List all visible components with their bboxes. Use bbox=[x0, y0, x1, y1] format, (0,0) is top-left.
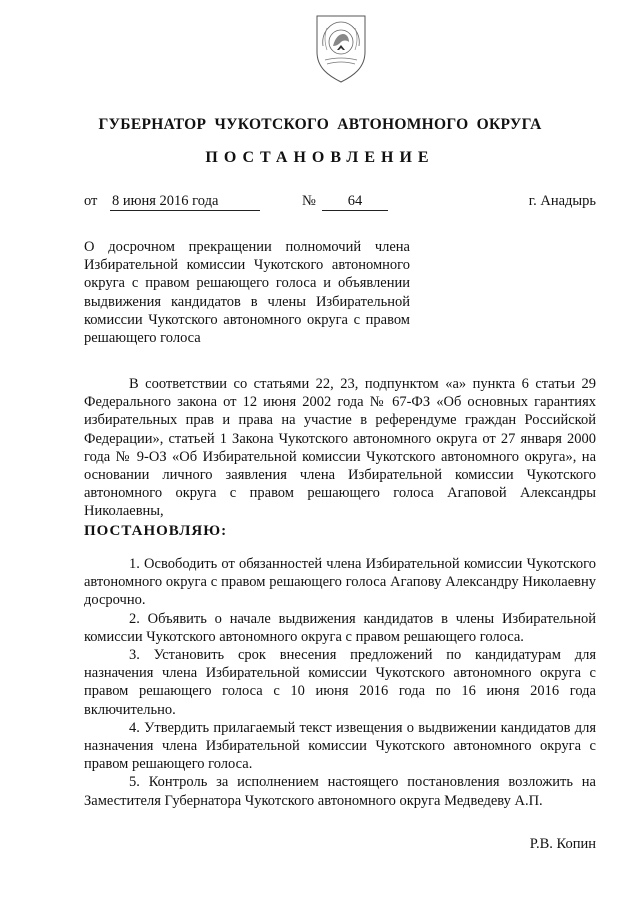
decree-items bbox=[84, 555, 596, 810]
decree-date: 8 июня 2016 года bbox=[110, 193, 260, 211]
issuer-heading: ГУБЕРНАТОР ЧУКОТСКОГО АВТОНОМНОГО ОКРУГА bbox=[98, 116, 542, 133]
decree-subject: О досрочном прекращении полномочий члена Избирательной комиссии Чукотского автономного округа с правом решающего голоса и объявлении выдвижения кандидатов в члены Избирательной комиссии Чукотского автономного округа с правом решающего голоса bbox=[84, 239, 410, 347]
signatory-name: Р.В. Копин bbox=[529, 836, 596, 852]
decree-item: 5. Контроль за исполнением настоящего постановления возложить на Заместителя Губернатора Чукотского автономного округа Медведеву А.П. bbox=[84, 774, 596, 809]
decree-item: 4. Утвердить прилагаемый текст извещения о выдвижении кандидатов для назначения члена Избирательной комиссии Чукотского автономного округа с правом решающего голоса. bbox=[84, 719, 596, 773]
number-prefix: № bbox=[302, 193, 316, 209]
decree-item: 3. Установить срок внесения предложений по кандидатурам для назначения члена Избирательной комиссии Чукотского автономного округа с правом решающего голоса с 10 июня 2016 года по 16 июня 2016 года включительно. bbox=[84, 647, 596, 718]
coat-of-arms-icon bbox=[313, 12, 369, 84]
place-of-issue: г. Анадырь bbox=[528, 193, 596, 209]
resolve-heading: ПОСТАНОВЛЯЮ: bbox=[84, 523, 228, 539]
date-prefix: от bbox=[84, 193, 98, 209]
decree-preamble: В соответствии со статьями 22, 23, подпунктом «а» пункта 6 статьи 29 Федерального закона от 12 июня 2002 года № 67-ФЗ «Об основных гарантиях избирательных прав и права на участие в референдуме граждан Российской Федерации», статьей 1 Закона Чукотского автономного округа от 27 января 2000 года № 9-ОЗ «Об Избирательной комиссии Чукотского автономного округа», на основании личного заявления члена Избирательной комиссии Чукотского автономного округа с правом решающего голоса Агаповой Александры Николаевны, bbox=[84, 376, 596, 520]
decree-item: 1. Освободить от обязанностей члена Избирательной комиссии Чукотского автономного округа с правом решающего голоса Агапову Александру Николаевну досрочно. bbox=[84, 556, 596, 609]
decree-number: 64 bbox=[322, 193, 388, 211]
document-title: ПОСТАНОВЛЕНИЕ bbox=[205, 149, 435, 166]
decree-meta bbox=[84, 193, 596, 215]
decree-item: 2. Объявить о начале выдвижения кандидатов в члены Избирательной комиссии Чукотского автономного округа с правом решающего голоса. bbox=[84, 610, 596, 645]
